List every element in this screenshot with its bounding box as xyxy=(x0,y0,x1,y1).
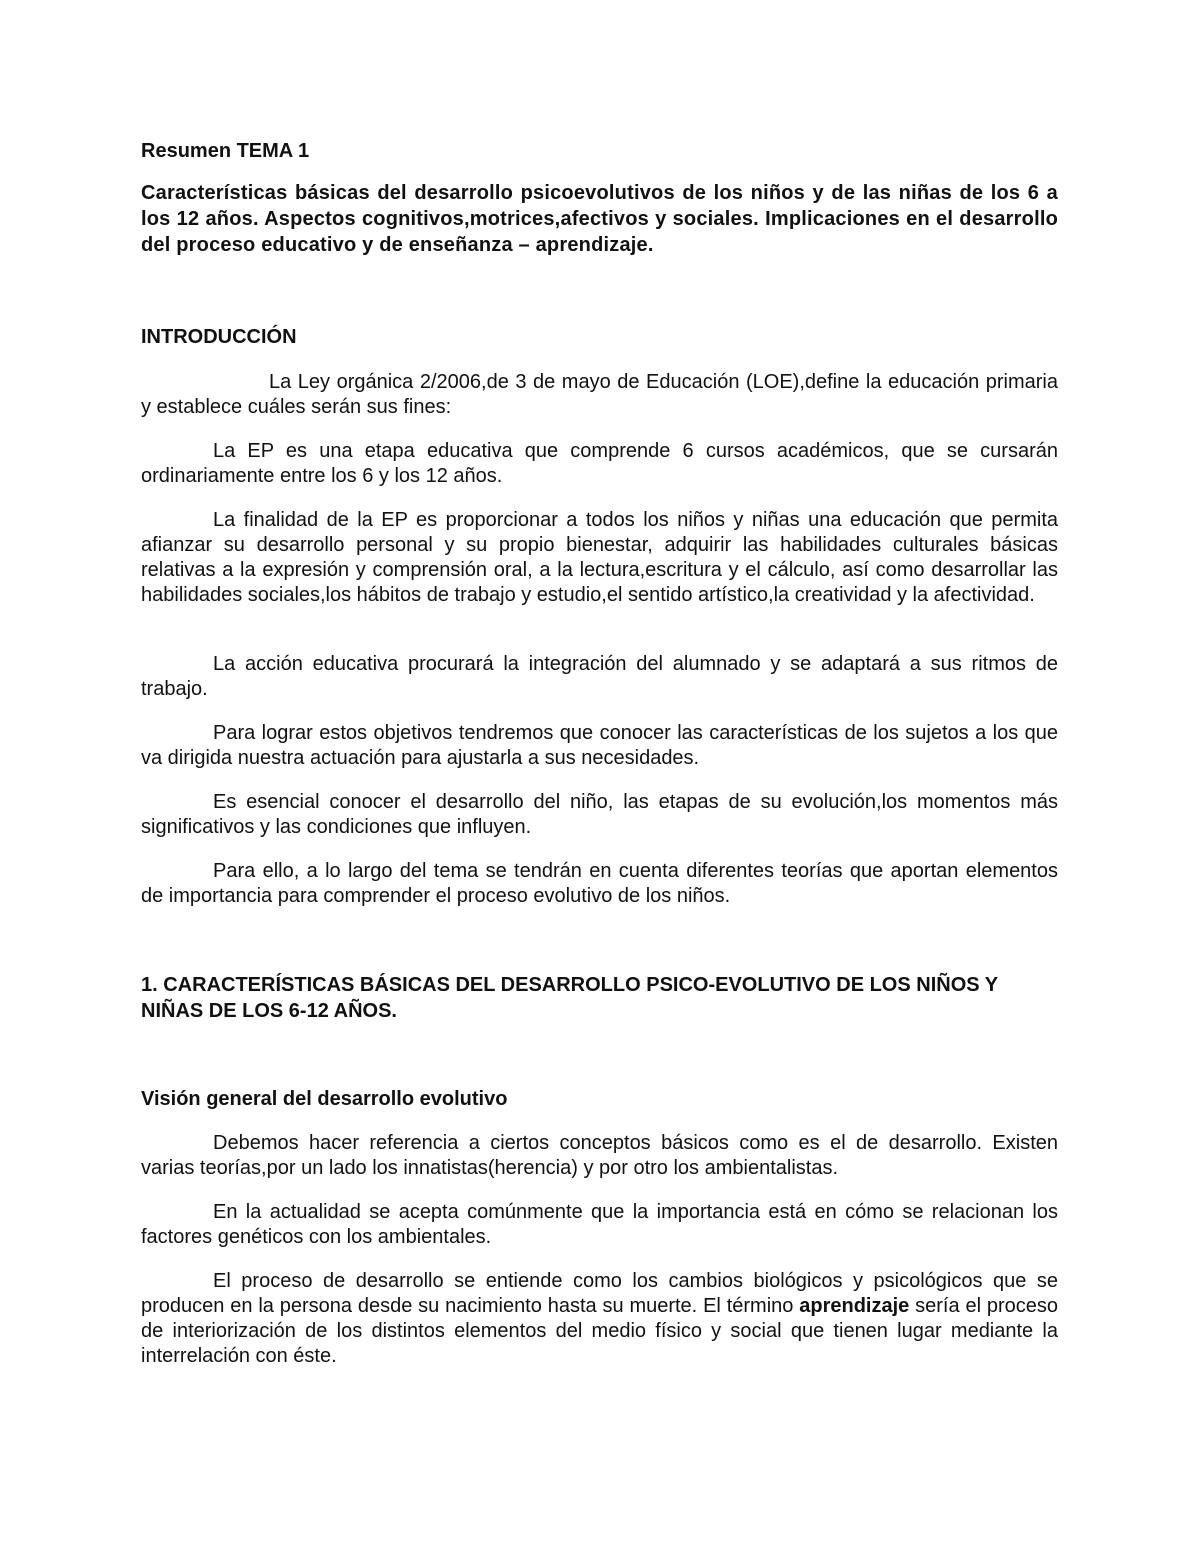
intro-paragraph: La finalidad de la EP es proporcionar a todos los niños y niñas una educación que permita afianzar su desarrollo personal y su propio bienestar, adquirir las habilidades culturales básicas relativas a la expresión y comprensión oral, a la lectura,escritura y el cálculo, así como desarrollar las habilidades sociales,los hábitos de trabajo y estudio,el sentido artístico,la creatividad y la afectividad. xyxy=(141,509,1058,606)
section-paragraph: Debemos hacer referencia a ciertos conceptos básicos como es el de desarrollo. Existen varias teorías,por un lado los innatistas(herencia) y por otro los ambientalistas. xyxy=(141,1132,1058,1179)
document-subtitle: Características básicas del desarrollo psicoevolutivos de los niños y de las niñas de los 6 a los 12 años. Aspectos cognitivos,motrices,afectivos y sociales. Implicaciones en el desarrollo del proceso educativo y de enseñanza – aprendizaje. xyxy=(141,182,1058,256)
intro-paragraph: Para lograr estos objetivos tendremos que conocer las características de los sujetos a los que va dirigida nuestra actuación para ajustarla a sus necesidades. xyxy=(141,722,1058,769)
intro-paragraph: Es esencial conocer el desarrollo del niño, las etapas de su evolución,los momentos más significativos y las condiciones que influyen. xyxy=(141,791,1058,838)
document-page xyxy=(141,138,1059,1367)
section-heading: 1. CARACTERÍSTICAS BÁSICAS DEL DESARROLLO PSICO-EVOLUTIVO DE LOS NIÑOS Y NIÑAS DE LOS 6-12 AÑOS. xyxy=(141,974,998,1022)
subsection-heading: Visión general del desarrollo evolutivo xyxy=(141,1088,508,1110)
intro-paragraph: La acción educativa procurará la integración del alumnado y se adaptará a sus ritmos de trabajo. xyxy=(141,653,1058,700)
section-paragraph: En la actualidad se acepta comúnmente que la importancia está en cómo se relacionan los factores genéticos con los ambientales. xyxy=(141,1201,1058,1248)
bold-term: aprendizaje xyxy=(799,1295,910,1317)
intro-paragraph: Para ello, a lo largo del tema se tendrán en cuenta diferentes teorías que aportan elementos de importancia para comprender el proceso evolutivo de los niños. xyxy=(141,860,1058,907)
section-paragraph-last xyxy=(141,1269,1058,1369)
intro-heading: INTRODUCCIÓN xyxy=(141,326,297,348)
paragraph-text: El proceso de desarrollo se entiende como los cambios biológicos y psicológicos que se producen en la persona desde su nacimiento hasta su muerte. El término xyxy=(141,1270,1058,1317)
intro-paragraph: La EP es una etapa educativa que comprende 6 cursos académicos, que se cursarán ordinariamente entre los 6 y los 12 años. xyxy=(141,440,1058,487)
paragraph-text: sería el proceso de interiorización de los distintos elementos del medio físico y social que tienen lugar mediante la interrelación con éste. xyxy=(141,1295,1059,1367)
document-title: Resumen TEMA 1 xyxy=(141,140,310,162)
intro-paragraph: La Ley orgánica 2/2006,de 3 de mayo de Educación (LOE),define la educación primaria y establece cuáles serán sus fines: xyxy=(141,371,1058,418)
